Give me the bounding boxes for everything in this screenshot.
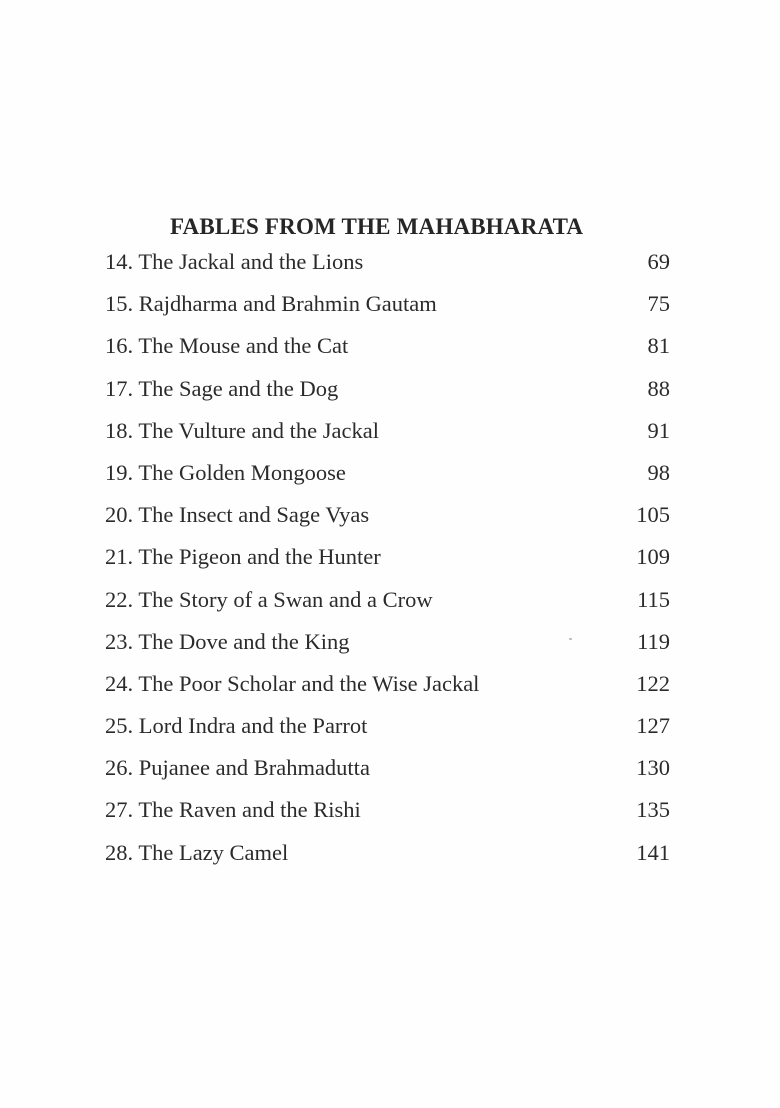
toc-entry-number: 14. (105, 249, 134, 274)
toc-entry-title: 23. The Dove and the King (105, 628, 350, 654)
toc-entry-number: 22. (105, 586, 134, 612)
toc-entry-number: 24. (105, 670, 134, 696)
table-of-contents (105, 249, 670, 882)
toc-entry-page: 122 (636, 670, 670, 696)
toc-entry-title: 18. The Vulture and the Jackal (105, 417, 379, 443)
toc-entry-title: 21. The Pigeon and the Hunter (105, 544, 381, 570)
toc-entry-number: 25. (105, 713, 134, 739)
toc-entry (105, 713, 670, 755)
toc-entry (105, 629, 670, 671)
toc-entry-page: 109 (636, 544, 670, 570)
toc-entry-title: 24. The Poor Scholar and the Wise Jackal (105, 670, 480, 696)
toc-entry-title: 20. The Insect and Sage Vyas (105, 502, 370, 528)
toc-entry-page: 88 (647, 375, 670, 401)
toc-entry-number: 27. (105, 797, 134, 823)
toc-entry-number: 15. (105, 291, 134, 317)
toc-entry-title: 14. The Jackal and the Lions (105, 249, 364, 274)
toc-entry-title: 27. The Raven and the Rishi (105, 797, 361, 823)
toc-entry-page: 105 (636, 502, 670, 528)
toc-entry-title: 26. Pujanee and Brahmadutta (105, 755, 370, 781)
toc-entry-number: 26. (105, 755, 134, 781)
toc-entry-number: 28. (105, 839, 134, 865)
toc-entry (105, 502, 670, 544)
toc-entry-page: 98 (647, 459, 670, 485)
toc-entry (105, 333, 670, 375)
toc-entry-page: 91 (647, 417, 670, 443)
toc-entry-number: 23. (105, 628, 134, 654)
toc-entry-title: 17. The Sage and the Dog (105, 375, 339, 401)
toc-entry-page: 115 (637, 586, 670, 612)
toc-entry-page: 130 (636, 755, 670, 781)
toc-entry-number: 16. (105, 333, 134, 359)
toc-entry-title: 19. The Golden Mongoose (105, 459, 346, 485)
toc-entry-page: 119 (637, 628, 670, 654)
toc-entry (105, 840, 670, 882)
toc-entry (105, 376, 670, 418)
toc-entry-page: 127 (636, 713, 670, 739)
toc-entry (105, 460, 670, 502)
toc-entry (105, 671, 670, 713)
toc-entry-number: 19. (105, 459, 134, 485)
toc-entry-page: 75 (647, 291, 670, 317)
toc-entry-page: 135 (636, 797, 670, 823)
toc-entry-title: 22. The Story of a Swan and a Crow (105, 586, 433, 612)
toc-entry-title: 28. The Lazy Camel (105, 839, 289, 865)
toc-entry (105, 797, 670, 839)
toc-entry-page: 81 (647, 333, 670, 359)
toc-entry (105, 544, 670, 586)
paper-speck (569, 638, 572, 640)
toc-entry (105, 418, 670, 460)
toc-entry-number: 17. (105, 375, 134, 401)
toc-entry (105, 249, 670, 291)
toc-entry-number: 18. (105, 417, 134, 443)
toc-entry (105, 755, 670, 797)
toc-entry-number: 20. (105, 502, 134, 528)
toc-entry (105, 587, 670, 629)
toc-entry-title: 16. The Mouse and the Cat (105, 333, 349, 359)
section-heading: FABLES FROM THE MAHABHARATA (170, 214, 584, 239)
toc-entry-title: 15. Rajdharma and Brahmin Gautam (105, 291, 437, 317)
toc-entry-page: 141 (636, 839, 670, 865)
toc-entry-title: 25. Lord Indra and the Parrot (105, 713, 368, 739)
toc-entry (105, 291, 670, 333)
toc-entry-number: 21. (105, 544, 134, 570)
toc-entry-page: 69 (647, 249, 670, 274)
